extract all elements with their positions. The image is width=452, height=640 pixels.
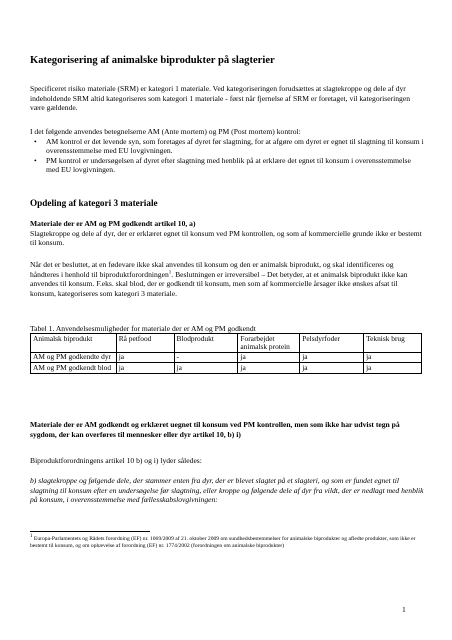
table-header-row xyxy=(31,334,422,353)
footnote-text: Europa-Parlamentets og Rådets forordning (EF) nr. 1069/2009 af 21. oktober 2009 om sundhedsbestemmelser for animalske biprodukter og afledte produkter, som ikke er bestemt til konsum, og om ophævelse af forordning (EF) nr. 1774/2002 (forordningen om animalske biprodukter) xyxy=(30,536,416,550)
bullet-icon: • xyxy=(34,155,37,165)
decision-text xyxy=(30,260,424,298)
table-header-cell: Pelsdyrfoder xyxy=(300,334,364,353)
section-heading: Opdeling af kategori 3 materiale xyxy=(30,198,158,208)
decision-paragraph xyxy=(30,260,424,298)
list-item xyxy=(30,137,424,156)
definition-list xyxy=(30,137,424,175)
decision-text-part2: . Beslutningen er irreversibel – Det betyder, at et animalsk biprodukt ikke kan anvendes til konsum. F.eks. skal blod, der er godkendt til konsum, men som af kommercielle årsager ikke ønskes afsat til konsum, kategoriseres som kategori 3 materiale. xyxy=(30,269,408,298)
table-cell: ja xyxy=(116,352,174,362)
document-title: Kategorisering af animalske biprodukter på slagterier xyxy=(30,55,275,66)
list-item xyxy=(30,156,424,175)
article-10b-quote xyxy=(30,476,424,505)
table-header-cell: Blodprodukt xyxy=(174,334,238,353)
table-cell: ja xyxy=(238,352,300,362)
table-header-cell: Animalsk biprodukt xyxy=(31,334,117,353)
article-10b-heading xyxy=(30,420,424,439)
intro-text: Specificeret risiko materiale (SRM) er kategori 1 materiale. Ved kategoriseringen forudsættes at slagtekroppe og dele af dyr indeholdende SRM altid kategoriseres som kategori 1 materiale - først når fjernelse af SRM er foretaget, vil kategoriseringen være gældende. xyxy=(30,84,410,113)
footnote-marker: 1 xyxy=(30,534,33,540)
subheading-article-10b: Materiale der er AM godkendt og erklæret uegnet til konsum ved PM kontrollen, men som ikke har udvist tegn på sygdom, der kan overføres til mennesker eller dyr artikel 10, b) i) xyxy=(30,420,400,439)
table-header-cell: Rå petfood xyxy=(116,334,174,353)
article-10b-intro xyxy=(30,456,424,466)
article-10b-intro-text: Biproduktforordningens artikel 10 b) og i) lyder således: xyxy=(30,456,202,465)
table-row xyxy=(31,352,422,362)
table-cell: ja xyxy=(364,352,422,362)
page-number: 1 xyxy=(402,605,406,614)
article-10a-text: Slagtekroppe og dele af dyr, der er erklæret egnet til konsum ved PM kontrollen, og som af kommercielle grunde ikke er bestemt til konsum. xyxy=(30,228,422,248)
footnote xyxy=(30,536,424,551)
footnote-divider xyxy=(30,531,150,532)
table-header-cell: Teknisk brug xyxy=(364,334,422,353)
table-cell: ja xyxy=(300,363,364,373)
table-cell: - xyxy=(174,352,238,362)
intro-paragraph xyxy=(30,84,424,113)
table-cell: AM og PM godkendte dyr xyxy=(31,352,117,362)
table-cell: ja xyxy=(174,363,238,373)
footnote-ref[interactable]: 1 xyxy=(168,270,172,276)
usage-table xyxy=(30,333,422,374)
table-cell: ja xyxy=(116,363,174,373)
article-10a-section xyxy=(30,219,424,248)
article-10b-quote-text: b) slagtekroppe og følgende dele, der stammer enten fra dyr, der er blevet slagtet på et slagteri, og som er fundet egnet til slagtning til konsum efter en undersøgelse før slagtning, eller kroppe og følgende dele af dyr fra vildt, der er nedlagt med henblik på konsum, i overensstemmelse med fællesskabslovgivningen: xyxy=(30,476,424,505)
table-cell: ja xyxy=(364,363,422,373)
table-cell: ja xyxy=(238,363,300,373)
table-row xyxy=(31,363,422,373)
am-pm-section xyxy=(30,127,424,175)
bullet-icon: • xyxy=(34,136,37,146)
am-definition: AM kontrol er det levende syn, som foretages af dyret før slagtning, for at afgøre om dyret er egnet til slagtning til konsum i overensstemmelse med EU lovgivningen. xyxy=(46,136,424,156)
table-caption-text: Tabel 1. Anvendelsesmuligheder for materiale der er AM og PM godkendt xyxy=(30,324,256,333)
table-cell: ja xyxy=(300,352,364,362)
pm-definition: PM kontrol er undersøgelsen af dyret efter slagtning med henblik på at erklære det egnet til konsum i overensstemmelse med EU lovgivningen. xyxy=(46,155,411,175)
table-header-cell: Forarbejdet animalsk protein xyxy=(238,334,300,353)
subheading-article-10a: Materiale der er AM og PM godkendt artikel 10, a) xyxy=(30,219,196,228)
am-pm-intro: I det følgende anvendes betegnelserne AM (Ante mortem) og PM (Post mortem) kontrol: xyxy=(30,127,301,136)
decision-text-part1: Når det er besluttet, at en fødevare ikke skal anvendes til konsum og den er animalsk biprodukt, og skal identificeres og håndteres i henhold til biproduktforordningen xyxy=(30,260,394,279)
table-cell: AM og PM godkendt blod xyxy=(31,363,117,373)
